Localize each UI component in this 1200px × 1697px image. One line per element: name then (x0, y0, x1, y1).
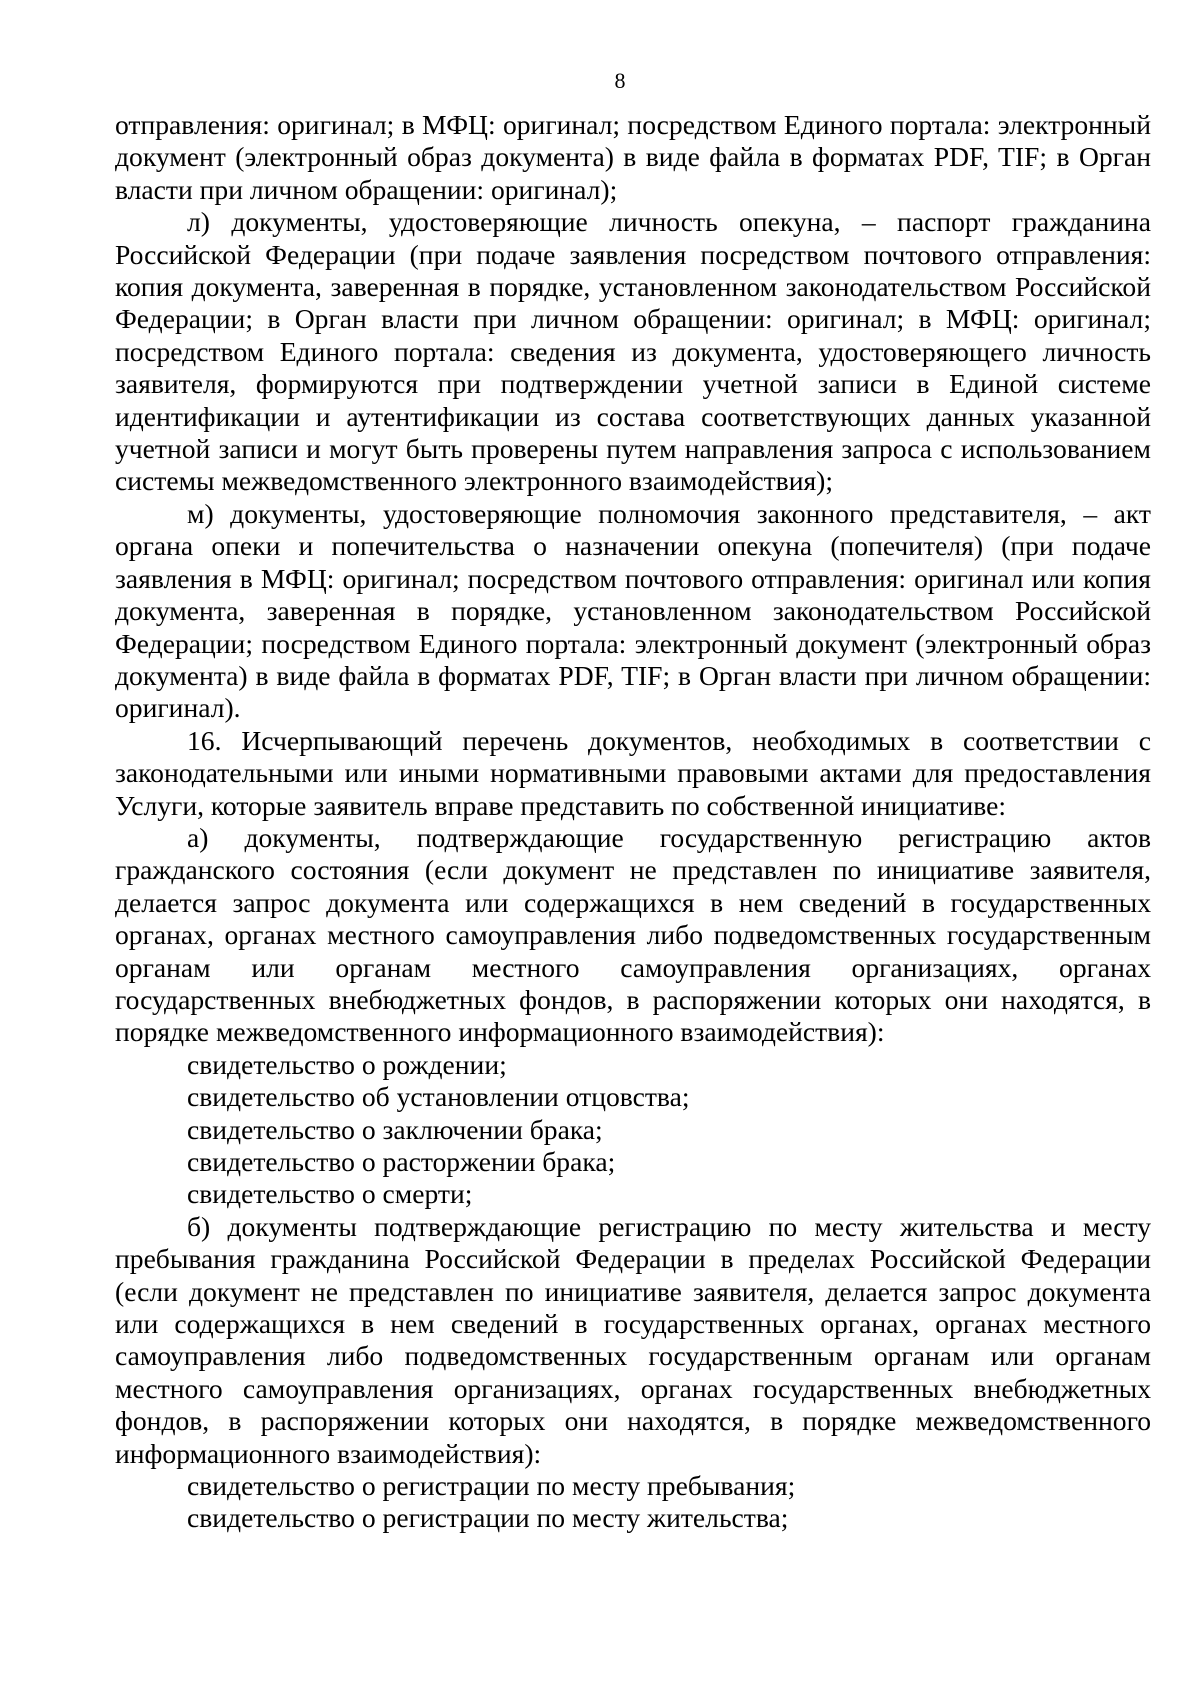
list-item-paternity-certificate: свидетельство об установлении отцовства; (187, 1081, 690, 1113)
list-item-marriage-certificate: свидетельство о заключении брака; (187, 1113, 603, 1145)
list-item-residence-registration: свидетельство о регистрации по месту жительства; (187, 1502, 789, 1534)
list-item-death-certificate: свидетельство о смерти; (187, 1178, 473, 1210)
paragraph-item-l: л) документы, удостоверяющие личность опекуна, – паспорт гражданина Российской Федерации (при подаче заявления посредством почтового отправления: копия документа, заверенная в порядке, установленном законодательством Российской Федерации; в Орган власти при личном обращении: оригинал; в МФЦ: оригинал; посредством Единого портала: сведения из документа, удостоверяющего личность заявителя, формируются при подтверждении учетной записи в Единой системе идентификации и аутентификации из состава соответствующих данных указанной учетной записи и могут быть проверены путем направления запроса с использованием системы межведомственного электронного взаимодействия); (115, 206, 1151, 497)
list-item-birth-certificate: свидетельство о рождении; (187, 1048, 507, 1080)
document-body (115, 109, 1151, 1535)
list-item-divorce-certificate: свидетельство о расторжении брака; (187, 1146, 616, 1177)
paragraph-item-a: а) документы, подтверждающие государственную регистрацию актов гражданского состояния (если документ не представлен по инициативе заявителя, делается запрос документа или содержащихся в нем сведений в государственных органах, органах местного самоуправления либо подведомственных государственным органам или органам местного самоуправления организациях, органах государственных внебюджетных фондов, в распоряжении которых они находятся, в порядке межведомственного информационного взаимодействия): (115, 821, 1151, 1048)
paragraph-item-b: б) документы подтверждающие регистрацию по месту жительства и месту пребывания гражданина Российской Федерации в пределах Российской Федерации (если документ не представлен по инициативе заявителя, делается запрос документа или содержащихся в нем сведений в государственных органах, органах местного самоуправления либо подведомственных государственным органам или органам местного самоуправления организациях, органах государственных внебюджетных фондов, в распоряжении которых они находятся, в порядке межведомственного информационного взаимодействия): (115, 1210, 1151, 1469)
paragraph-continuation: отправления: оригинал; в МФЦ: оригинал; посредством Единого портала: электронный документ (электронный образ документа) в виде файла в форматах PDF, TIF; в Орган власти при личном обращении: оригинал); (115, 109, 1151, 205)
page-number: 8 (614, 68, 626, 93)
paragraph-clause-16: 16. Исчерпывающий перечень документов, необходимых в соответствии с законодательными или иными нормативными правовыми актами для предоставления Услуги, которые заявитель вправе представить по собственной инициативе: (115, 724, 1151, 821)
list-item-temporary-registration: свидетельство о регистрации по месту пребывания; (187, 1470, 796, 1502)
paragraph-item-m: м) документы, удостоверяющие полномочия законного представителя, – акт органа опеки и попечительства о назначении опекуна (попечителя) (при подаче заявления в МФЦ: оригинал; посредством почтового отправления: оригинал или копия документа, заверенная в порядке, установленном законодательством Российской Федерации; посредством Единого портала: электронный документ (электронный образ документа) в виде файла в форматах PDF, TIF; в Орган власти при личном обращении: оригинал). (115, 497, 1151, 724)
